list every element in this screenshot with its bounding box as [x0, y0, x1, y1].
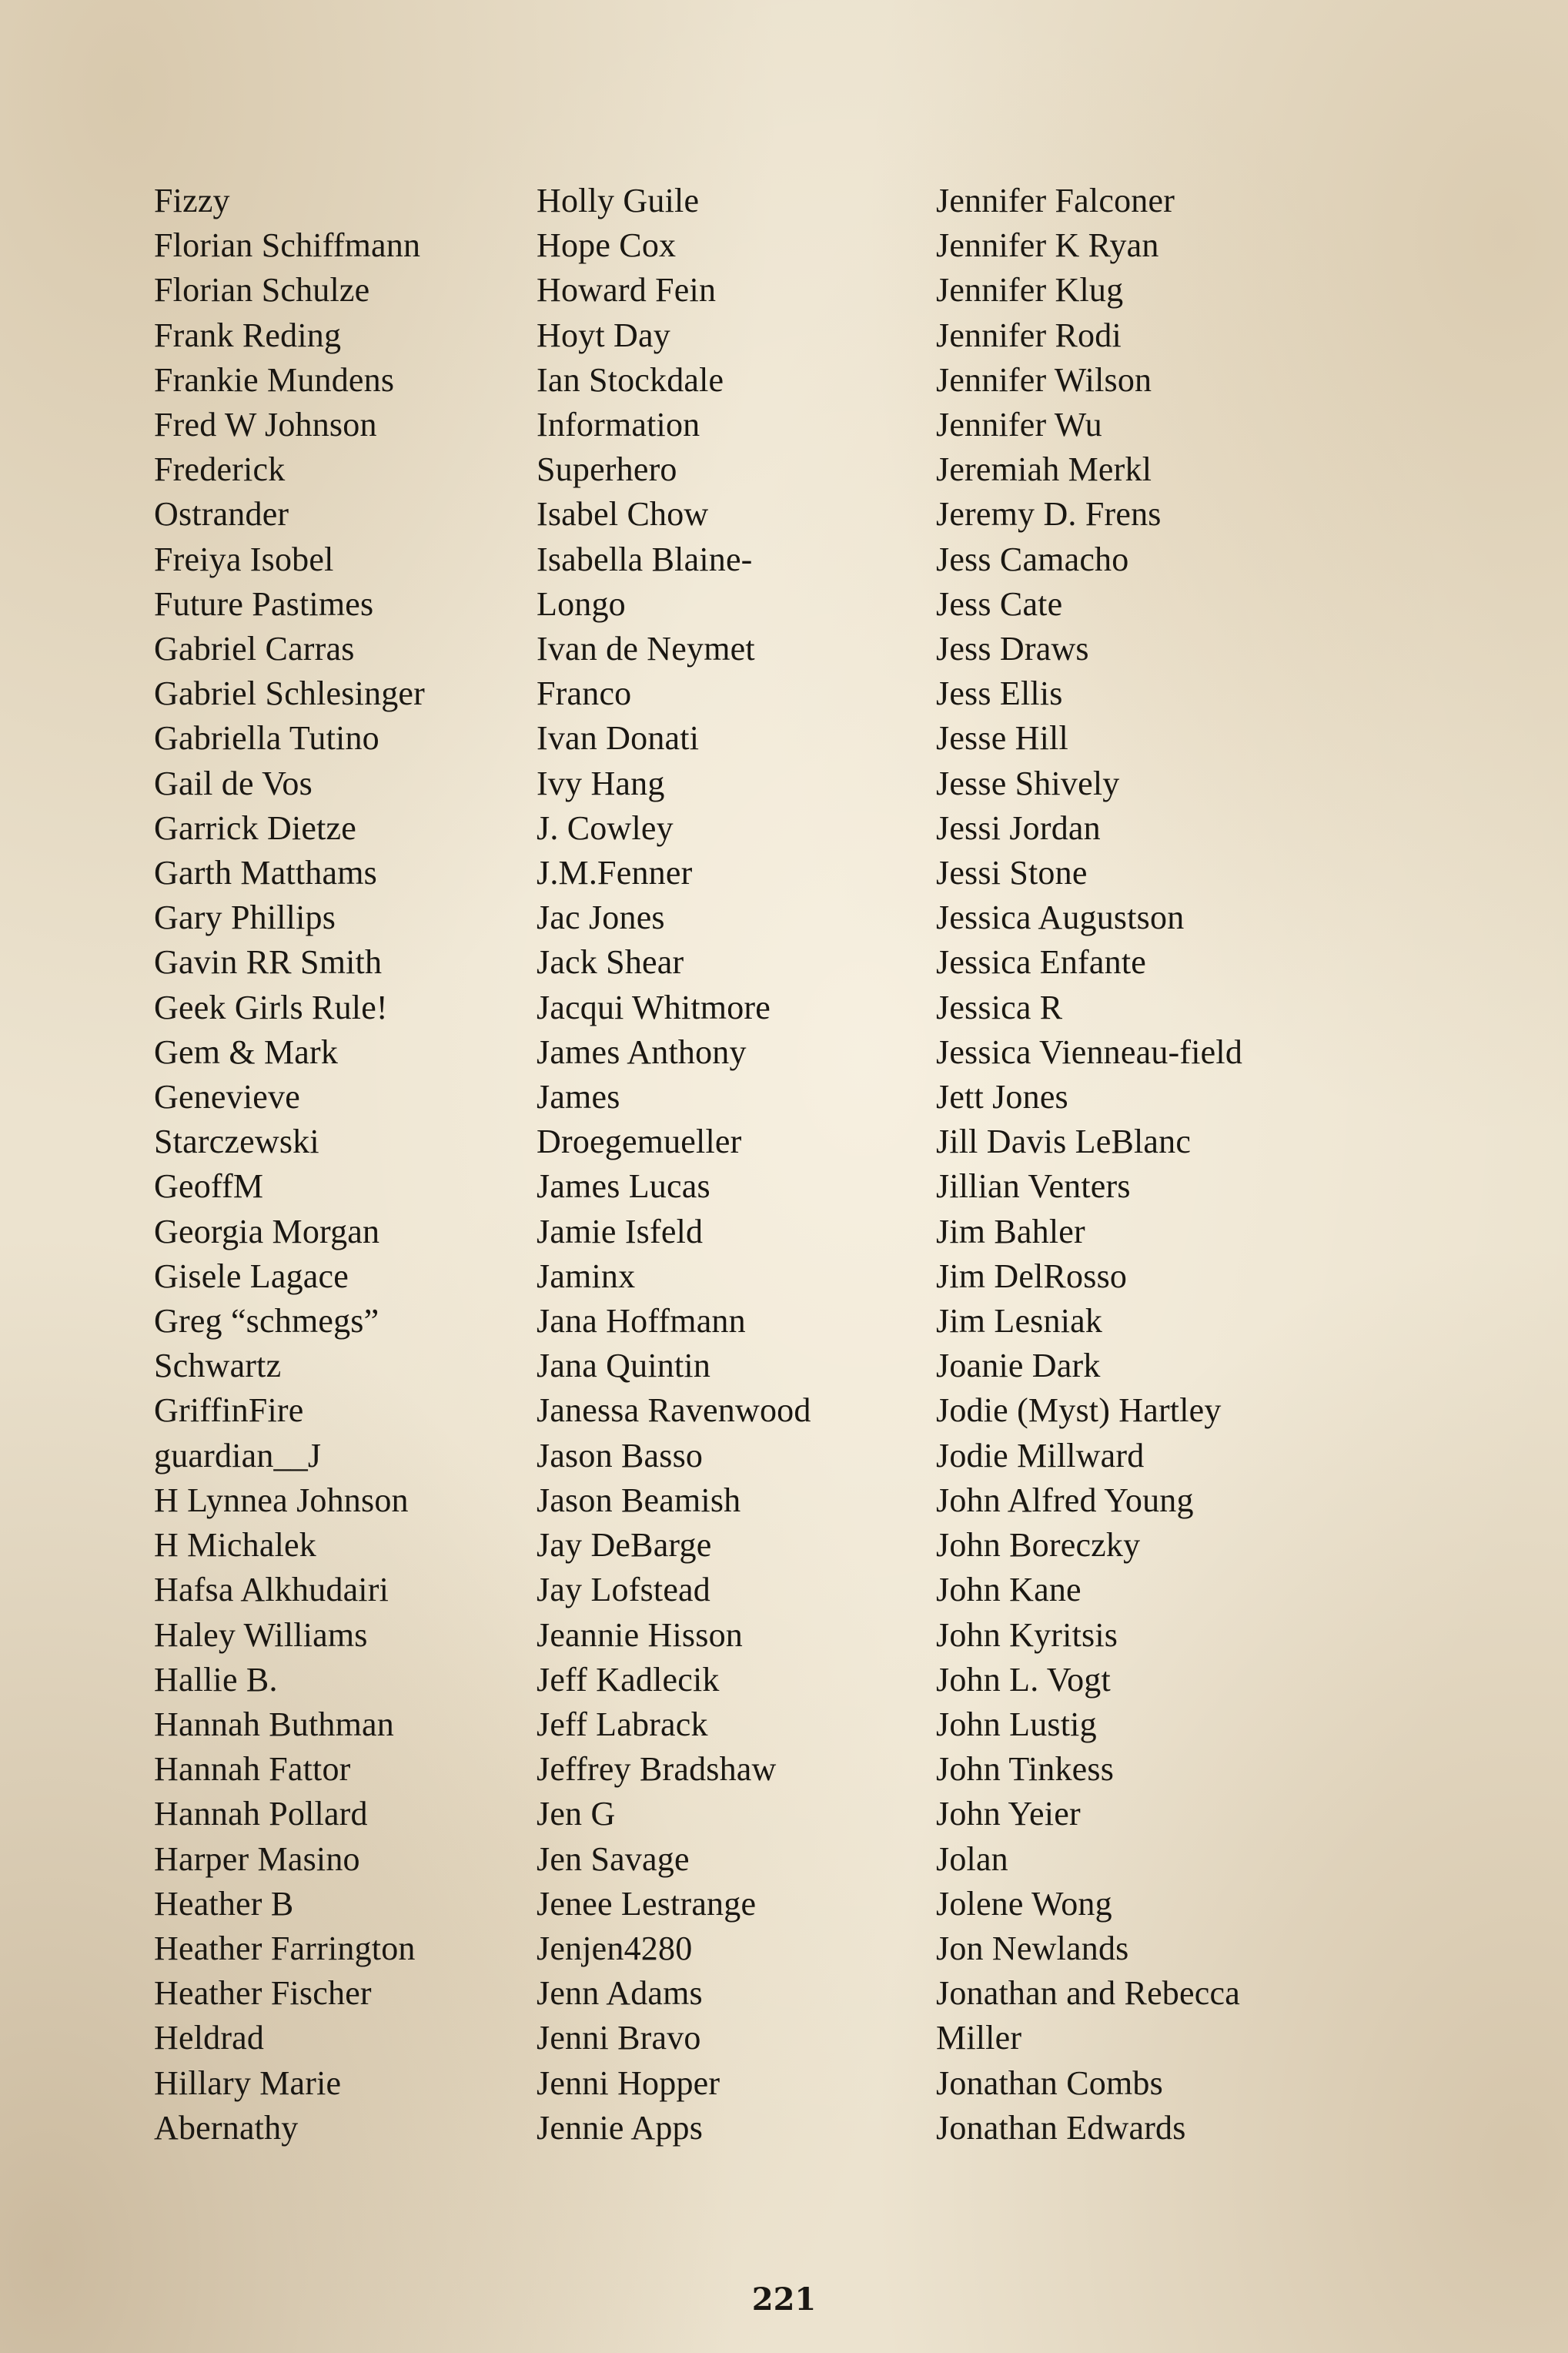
name-entry: Isabel Chow — [537, 495, 709, 534]
name-entry: Jeff Kadlecik — [537, 1660, 720, 1699]
name-entry: Jonathan Edwards — [936, 2108, 1186, 2147]
name-entry: GriffinFire — [154, 1391, 304, 1430]
name-entry: Ian Stockdale — [537, 360, 724, 399]
name-entry: Janessa Ravenwood — [537, 1391, 811, 1430]
name-entry: Jennifer Falconer — [936, 182, 1175, 219]
name-entry: Frank Reding — [154, 316, 342, 354]
name-entry: Superhero — [537, 450, 677, 489]
name-entry: Geek Girls Rule! — [154, 988, 388, 1026]
name-entry: Information — [537, 406, 700, 444]
name-entry: Hannah Buthman — [154, 1705, 394, 1743]
name-entry: Hillary Marie — [154, 2063, 342, 2102]
page-number: 221 — [751, 2281, 817, 2318]
name-entry: Georgia Morgan — [154, 1212, 380, 1250]
name-entry: Genevieve — [154, 1078, 300, 1116]
names-column-1 — [154, 179, 425, 2151]
name-entry: Jeffrey Bradshaw — [537, 1750, 777, 1789]
name-entry: Hafsa Alkhudairi — [154, 1571, 389, 1609]
name-entry: Gavin RR Smith — [154, 943, 383, 982]
name-entry: Miller — [936, 2019, 1022, 2057]
name-entry: James Lucas — [537, 1167, 710, 1206]
name-entry: Jessica R — [936, 988, 1063, 1026]
name-entry: Frankie Mundens — [154, 360, 395, 399]
name-entry: Hallie B. — [154, 1660, 278, 1699]
name-entry: Jenni Bravo — [537, 2019, 701, 2057]
name-entry: Ivan Donati — [537, 719, 700, 758]
name-entry: John Lustig — [936, 1705, 1097, 1743]
name-entry: Abernathy — [154, 2108, 299, 2147]
name-entry: Garth Matthams — [154, 854, 377, 892]
name-entry: Garrick Dietze — [154, 808, 356, 847]
name-entry: Haley Williams — [154, 1615, 368, 1654]
name-entry: Jac Jones — [537, 899, 665, 937]
name-entry: Florian Schulze — [154, 271, 370, 310]
name-entry: Florian Schiffmann — [154, 226, 421, 265]
names-column-3 — [936, 179, 1242, 2151]
name-entry: H Lynnea Johnson — [154, 1481, 409, 1519]
name-entry: Ostrander — [154, 495, 289, 534]
name-entry: Ivy Hang — [537, 764, 665, 802]
name-entry: Jessica Enfante — [936, 943, 1146, 982]
name-entry: Jennifer Klug — [936, 271, 1124, 310]
name-entry: Jonathan and Rebecca — [936, 1974, 1240, 2013]
name-entry: Jay Lofstead — [537, 1571, 710, 1609]
name-entry: Jesse Hill — [936, 719, 1068, 758]
name-entry: James Anthony — [537, 1033, 747, 1071]
name-entry: Jessica Augustson — [936, 899, 1185, 937]
name-entry: Jana Quintin — [537, 1347, 711, 1385]
name-entry: Jen G — [537, 1795, 616, 1833]
name-entry: Gabriel Carras — [154, 630, 355, 668]
name-entry: Hannah Pollard — [154, 1795, 368, 1833]
name-entry: GeoffM — [154, 1167, 264, 1206]
name-entry: Isabella Blaine- — [537, 540, 753, 578]
name-entry: Hoyt Day — [537, 316, 670, 354]
name-entry: Jeremiah Merkl — [936, 450, 1152, 489]
name-entry: Joanie Dark — [936, 1347, 1101, 1385]
name-entry: Jennie Apps — [537, 2108, 704, 2147]
name-entry: Heather B — [154, 1884, 294, 1923]
name-entry: Jess Cate — [936, 584, 1063, 623]
name-entry: Jennifer K Ryan — [936, 226, 1159, 265]
name-entry: Jeremy D. Frens — [936, 495, 1162, 534]
name-entry: Harper Masino — [154, 1839, 360, 1878]
name-entry: John L. Vogt — [936, 1660, 1111, 1699]
name-entry: Jim Bahler — [936, 1212, 1085, 1250]
name-entry: John Alfred Young — [936, 1481, 1194, 1519]
name-entry: Holly Guile — [537, 182, 700, 219]
name-entry: Jim Lesniak — [936, 1302, 1103, 1341]
name-entry: Gem & Mark — [154, 1033, 339, 1071]
name-entry: Jeff Labrack — [537, 1705, 708, 1743]
name-entry: Heather Farrington — [154, 1929, 416, 1967]
name-entry: Starczewski — [154, 1123, 319, 1161]
name-entry: Jennifer Wu — [936, 406, 1102, 444]
name-entry: Jenn Adams — [537, 1974, 703, 2013]
name-entry: Jess Camacho — [936, 540, 1129, 578]
name-entry: Jess Ellis — [936, 674, 1063, 713]
name-entry: John Tinkess — [936, 1750, 1115, 1789]
name-entry: Longo — [537, 584, 626, 623]
name-entry: Jessi Jordan — [936, 808, 1101, 847]
name-entry: Schwartz — [154, 1347, 282, 1385]
name-entry: Jonathan Combs — [936, 2063, 1163, 2102]
name-entry: Jana Hoffmann — [537, 1302, 746, 1341]
name-entry: Gabriel Schlesinger — [154, 674, 426, 713]
name-entry: Fred W Johnson — [154, 406, 377, 444]
name-entry: Jennifer Wilson — [936, 360, 1152, 399]
name-entry: Hope Cox — [537, 226, 677, 265]
name-entry: J. Cowley — [537, 808, 674, 847]
name-entry: Gisele Lagace — [154, 1257, 349, 1295]
name-entry: Heldrad — [154, 2019, 265, 2057]
name-entry: Jill Davis LeBlanc — [936, 1123, 1192, 1161]
name-entry: Jodie (Myst) Hartley — [936, 1391, 1222, 1430]
name-entry: John Kyritsis — [936, 1615, 1118, 1654]
name-entry: Jen Savage — [537, 1839, 690, 1878]
name-entry: Jolene Wong — [936, 1884, 1112, 1923]
name-entry: Jenee Lestrange — [537, 1884, 757, 1923]
name-entry: Jaminx — [537, 1257, 636, 1295]
name-entry: J.M.Fenner — [537, 854, 693, 892]
name-entry: Fizzy — [154, 182, 230, 219]
name-entry: Greg “schmegs” — [154, 1302, 379, 1341]
name-entry: Jillian Venters — [936, 1167, 1131, 1206]
name-entry: Jenni Hopper — [537, 2063, 720, 2102]
name-entry: John Yeier — [936, 1795, 1081, 1833]
name-entry: Jeannie Hisson — [537, 1615, 743, 1654]
name-entry: John Kane — [936, 1571, 1082, 1609]
name-entry: Frederick — [154, 450, 286, 489]
name-entry: Jay DeBarge — [537, 1526, 712, 1565]
name-entry: John Boreczky — [936, 1526, 1141, 1565]
name-entry: Jessi Stone — [936, 854, 1088, 892]
name-entry: Howard Fein — [537, 271, 717, 310]
name-entry: Jesse Shively — [936, 764, 1120, 802]
name-entry: Gail de Vos — [154, 764, 313, 802]
name-entry: Jon Newlands — [936, 1929, 1129, 1967]
name-entry: James — [537, 1078, 620, 1116]
names-column-2 — [537, 179, 811, 2151]
name-entry: Franco — [537, 674, 632, 713]
name-entry: Hannah Fattor — [154, 1750, 351, 1789]
name-entry: Future Pastimes — [154, 584, 374, 623]
name-entry: Jason Beamish — [537, 1481, 741, 1519]
name-entry: Gary Phillips — [154, 899, 336, 937]
name-entry: Jess Draws — [936, 630, 1089, 668]
name-entry: Jett Jones — [936, 1078, 1068, 1116]
name-entry: Jamie Isfeld — [537, 1212, 704, 1250]
name-entry: Jason Basso — [537, 1436, 704, 1474]
name-entry: Jenjen4280 — [537, 1929, 693, 1967]
name-entry: Jacqui Whitmore — [537, 988, 771, 1026]
name-entry: Jim DelRosso — [936, 1257, 1128, 1295]
name-entry: Jessica Vienneau-field — [936, 1033, 1243, 1071]
name-entry: Freiya Isobel — [154, 540, 334, 578]
name-entry: Jolan — [936, 1839, 1008, 1878]
name-entry: Ivan de Neymet — [537, 630, 755, 668]
name-entry: guardian__J — [154, 1436, 322, 1474]
name-entry: Jack Shear — [537, 943, 684, 982]
name-entry: Jennifer Rodi — [936, 316, 1122, 354]
name-entry: H Michalek — [154, 1526, 316, 1565]
name-entry: Gabriella Tutino — [154, 719, 379, 758]
name-entry: Heather Fischer — [154, 1974, 372, 2013]
name-entry: Droegemueller — [537, 1123, 742, 1161]
name-entry: Jodie Millward — [936, 1436, 1145, 1474]
